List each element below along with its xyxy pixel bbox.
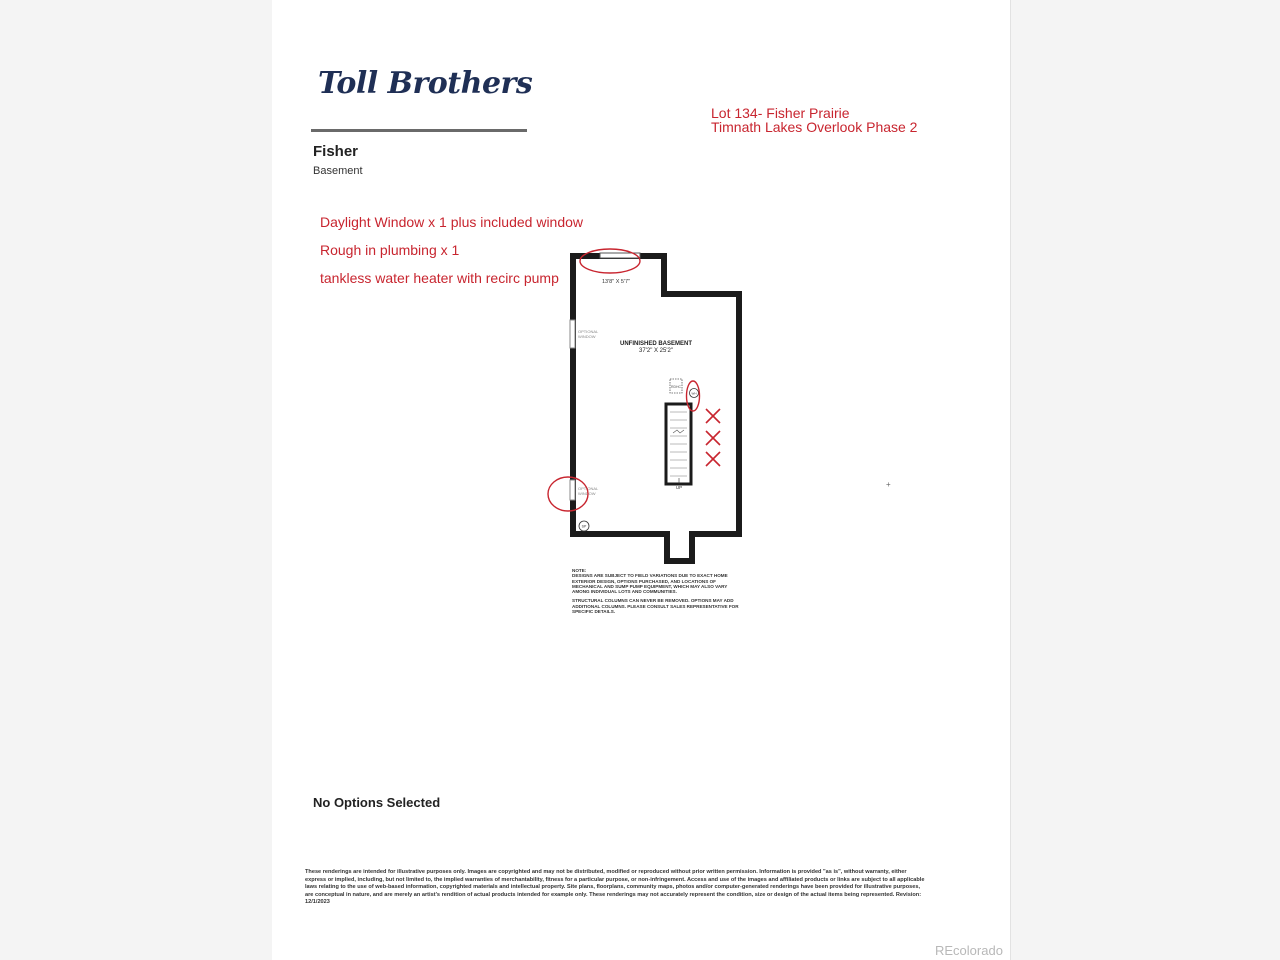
- basement-floor-plan: [540, 240, 760, 580]
- note-structural: STRUCTURAL COLUMNS CAN NEVER BE REMOVED. OPTIONS MAY ADD ADDITIONAL COLUMNS. PLEASE CONSULT SALES REPRESENTATIVE FOR SPECIFIC DETAILS.: [572, 598, 739, 615]
- plan-notes: [572, 568, 742, 618]
- optional-window-upper-label: OPTIONAL: [578, 329, 599, 334]
- annotation-water-heater: tankless water heater with recirc pump: [320, 270, 559, 286]
- room-name: UNFINISHED BASEMENT: [619, 341, 693, 347]
- options-status: No Options Selected: [313, 795, 441, 810]
- column-marker: +: [886, 480, 891, 489]
- note-body: DESIGNS ARE SUBJECT TO FIELD VARIATIONS DUE TO EXACT HOME EXTERIOR DESIGN, OPTIONS PURCHASED, AND LOCATIONS OF MECHANICAL AND SUMP PUMP EQUIPMENT, WHICH MAY ALSO VARY AMONG INDIVIDUAL LOTS AND COMMUNITIES.: [572, 573, 728, 595]
- plan-level: Basement: [313, 165, 363, 177]
- exterior-wall: [573, 256, 739, 561]
- optional-window-upper-label-b: WINDOW: [578, 334, 596, 339]
- optional-window-upper: [570, 320, 575, 348]
- optional-window-lower-label-b: WINDOW: [578, 491, 596, 496]
- room-size: 37'2" X 25'2": [639, 348, 673, 354]
- lot-info: [711, 106, 917, 134]
- lot-line-2: Timnath Lakes Overlook Phase 2: [711, 119, 918, 135]
- optional-window-lower-label: OPTIONAL: [578, 486, 599, 491]
- annotation-plumbing: Rough in plumbing x 1: [320, 242, 460, 258]
- brand-logo: Toll Brothers: [318, 66, 533, 101]
- legal-disclaimer: These renderings are intended for illustrative purposes only. Images are copyrighted and may not be distributed, modified or reproduced without prior written permission. Information is provided "as is", without warranty, either express or implied, including, but not limited to, the implied warranties of merchantability, fitness for a particular purpose, or non-infringement. Access and use of the images and affiliated products or links are subject to all applicable laws relating to the use of web-based information, copyrighted materials and intellectual property. Site plans, floorplans, community maps, photos and/or computer-generated renderings have been provided for illustrative purposes, are conceptual in nature, and are merely an artist's rendition of actual products intended for example only. These renderings may not accurately represent the condition, size or design of the actual items being represented. Revision: 12/1/2023: [305, 869, 925, 905]
- fixture-label: RDHC: [670, 385, 682, 389]
- stair-up-label: UP: [675, 485, 683, 490]
- water-heater-label: WH: [691, 391, 697, 396]
- annotation-window: Daylight Window x 1 plus included window: [320, 214, 584, 230]
- model-name: Fisher: [313, 143, 359, 160]
- lot-line-1: Lot 134- Fisher Prairie: [711, 105, 850, 121]
- staircase: [666, 404, 691, 484]
- watermark: REcolorado: [935, 943, 1003, 958]
- optional-window-lower: [570, 480, 575, 500]
- note-heading: NOTE:: [572, 568, 587, 573]
- sump-pit-label: SP: [581, 524, 587, 529]
- window-size-label: 13'8" X 5'7": [602, 279, 631, 285]
- header-divider: [311, 129, 527, 132]
